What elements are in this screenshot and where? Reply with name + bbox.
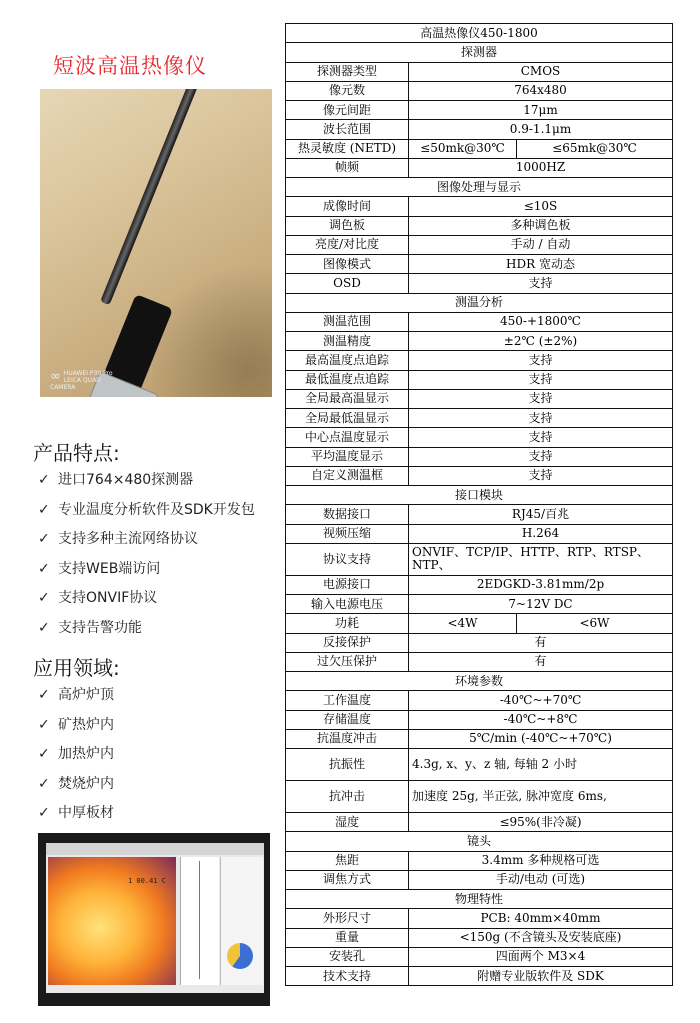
section-physical-cell: 物理特性 xyxy=(286,890,673,909)
spec-value: H.264 xyxy=(409,524,673,543)
list-item-text: 进口764×480探测器 xyxy=(58,472,194,488)
spec-row xyxy=(286,62,673,81)
spec-value: 支持 xyxy=(409,428,673,447)
spec-value: PCB: 40mm×40mm xyxy=(409,909,673,928)
spec-row xyxy=(286,909,673,928)
list-item-text: 矿热炉内 xyxy=(58,716,114,733)
spec-label: 过欠压保护 xyxy=(286,652,409,671)
spec-value: 四面两个 M3×4 xyxy=(409,947,673,966)
spec-label: 热灵敏度 (NETD) xyxy=(286,139,409,158)
spec-label: 安装孔 xyxy=(286,947,409,966)
spec-row xyxy=(286,524,673,543)
spec-label: 最高温度点追踪 xyxy=(286,351,409,370)
product-photo xyxy=(40,89,272,397)
check-icon: ✓ xyxy=(38,472,50,488)
spec-row xyxy=(286,813,673,832)
spec-value: 手动/电动 (可选) xyxy=(409,870,673,889)
spec-label: 最低温度点追踪 xyxy=(286,370,409,389)
spec-value: 2EDGKD-3.81mm/2p xyxy=(409,575,673,594)
product-title: 短波高温热像仪 xyxy=(53,54,207,78)
spec-row xyxy=(286,633,673,652)
spec-label: 像元数 xyxy=(286,81,409,100)
list-item xyxy=(38,685,114,715)
features-list xyxy=(38,470,255,648)
check-icon: ✓ xyxy=(38,590,50,607)
temperature-graph xyxy=(180,857,219,985)
temperature-stamp: 1 00.41 C xyxy=(128,877,166,885)
spec-label: 技术支持 xyxy=(286,967,409,986)
spec-row xyxy=(286,428,673,447)
spec-label: 工作温度 xyxy=(286,691,409,710)
spec-label: 调焦方式 xyxy=(286,870,409,889)
check-icon: ✓ xyxy=(38,687,50,703)
spec-table xyxy=(285,23,673,986)
spec-value: 4.3g, x、y、z 轴, 每轴 2 小时 xyxy=(409,749,673,781)
spec-label: 探测器类型 xyxy=(286,62,409,81)
spec-label: 焦距 xyxy=(286,851,409,870)
spec-row xyxy=(286,543,673,575)
spec-value: 支持 xyxy=(409,409,673,428)
list-item-text: 专业温度分析软件及SDK开发包 xyxy=(58,501,255,518)
spec-row xyxy=(286,749,673,781)
spec-row xyxy=(286,505,673,524)
spec-label: 全局最低温显示 xyxy=(286,409,409,428)
spec-label: 自定义测温框 xyxy=(286,466,409,485)
spec-row xyxy=(286,274,673,293)
spec-value: 支持 xyxy=(409,351,673,370)
section-env xyxy=(286,672,673,691)
section-lens xyxy=(286,832,673,851)
spec-row xyxy=(286,351,673,370)
spec-row xyxy=(286,235,673,254)
spec-label: 数据接口 xyxy=(286,505,409,524)
spec-row xyxy=(286,81,673,100)
spec-row xyxy=(286,332,673,351)
spec-row xyxy=(286,409,673,428)
spec-value: RJ45/百兆 xyxy=(409,505,673,524)
spec-row xyxy=(286,967,673,986)
spec-value: ≤10S xyxy=(409,197,673,216)
spec-label: 调色板 xyxy=(286,216,409,235)
check-icon: ✓ xyxy=(38,619,50,636)
check-icon: ✓ xyxy=(38,746,50,763)
side-panel xyxy=(220,857,263,985)
spec-label: 测温精度 xyxy=(286,332,409,351)
list-item xyxy=(38,500,255,530)
spec-value: 有 xyxy=(409,633,673,652)
section-interface-cell: 接口模块 xyxy=(286,486,673,505)
spec-label: 重量 xyxy=(286,928,409,947)
spec-label: 全局最高温显示 xyxy=(286,389,409,408)
list-item xyxy=(38,803,114,833)
spec-row xyxy=(286,928,673,947)
spec-row xyxy=(286,158,673,177)
spec-label: 图像模式 xyxy=(286,255,409,274)
spec-value: 加速度 25g, 半正弦, 脉冲宽度 6ms, xyxy=(409,781,673,813)
spec-row xyxy=(286,120,673,139)
spec-label: 外形尺寸 xyxy=(286,909,409,928)
spec-label: 存储温度 xyxy=(286,710,409,729)
spec-row xyxy=(286,216,673,235)
software-window xyxy=(46,843,264,993)
pie-chart-icon xyxy=(227,943,253,969)
list-item xyxy=(38,618,255,648)
list-item-text: 高炉炉顶 xyxy=(58,687,114,703)
spec-value: 0.9-1.1μm xyxy=(409,120,673,139)
window-toolbar xyxy=(46,843,264,855)
spec-label: OSD xyxy=(286,274,409,293)
section-detector xyxy=(286,43,673,62)
spec-value-b: <6W xyxy=(517,614,673,633)
section-measure xyxy=(286,293,673,312)
spec-row xyxy=(286,101,673,120)
check-icon: ✓ xyxy=(38,501,50,518)
spec-row xyxy=(286,870,673,889)
list-item xyxy=(38,588,255,618)
spec-value: -40℃~+70℃ xyxy=(409,691,673,710)
spec-value: HDR 宽动态 xyxy=(409,255,673,274)
spec-row xyxy=(286,652,673,671)
spec-value: 支持 xyxy=(409,466,673,485)
list-item-text: 支持WEB端访问 xyxy=(58,560,161,577)
spec-row xyxy=(286,447,673,466)
spec-row xyxy=(286,710,673,729)
watermark-line2: LEICA QUAD CAMERA xyxy=(50,377,101,391)
spec-label: 输入电源电压 xyxy=(286,595,409,614)
spec-value: 5℃/min (-40℃~+70℃) xyxy=(409,729,673,748)
spec-value: 17μm xyxy=(409,101,673,120)
thermal-image xyxy=(48,857,176,985)
spec-value: 764x480 xyxy=(409,81,673,100)
spec-label: 协议支持 xyxy=(286,543,409,575)
spec-value: 支持 xyxy=(409,370,673,389)
spec-row xyxy=(286,614,673,633)
spec-row xyxy=(286,312,673,331)
section-measure-cell: 测温分析 xyxy=(286,293,673,312)
spec-row xyxy=(286,729,673,748)
spec-label: 像元间距 xyxy=(286,101,409,120)
spec-label: 电源接口 xyxy=(286,575,409,594)
spec-row xyxy=(286,255,673,274)
spec-label: 抗振性 xyxy=(286,749,409,781)
spec-title-cell: 高温热像仪450-1800 xyxy=(286,24,673,43)
applications-heading: 应用领域: xyxy=(33,656,120,680)
section-detector-cell: 探测器 xyxy=(286,43,673,62)
list-item-text: 中厚板材 xyxy=(58,805,114,822)
spec-label: 波长范围 xyxy=(286,120,409,139)
section-image-cell: 图像处理与显示 xyxy=(286,178,673,197)
spec-row xyxy=(286,139,673,158)
list-item-text: 焚烧炉内 xyxy=(58,775,114,792)
spec-value: ±2℃ (±2%) xyxy=(409,332,673,351)
spec-label: 中心点温度显示 xyxy=(286,428,409,447)
spec-value: 7~12V DC xyxy=(409,595,673,614)
spec-value: 支持 xyxy=(409,389,673,408)
spec-label: 功耗 xyxy=(286,614,409,633)
spec-label: 抗冲击 xyxy=(286,781,409,813)
list-item xyxy=(38,774,114,804)
spec-label: 亮度/对比度 xyxy=(286,235,409,254)
features-heading: 产品特点: xyxy=(33,441,120,465)
photo-watermark xyxy=(50,370,114,391)
check-icon: ✓ xyxy=(38,716,50,733)
watermark-line1: HUAWEI P30 Pro xyxy=(63,370,113,377)
spec-value: 多种调色板 xyxy=(409,216,673,235)
section-physical xyxy=(286,890,673,909)
check-icon: ✓ xyxy=(38,805,50,822)
list-item xyxy=(38,470,255,500)
list-item-text: 支持告警功能 xyxy=(58,619,142,636)
spec-label: 抗温度冲击 xyxy=(286,729,409,748)
infinity-logo-icon: ∞ xyxy=(50,369,61,384)
check-icon: ✓ xyxy=(38,775,50,792)
list-item-text: 支持多种主流网络协议 xyxy=(58,531,198,548)
spec-row xyxy=(286,947,673,966)
section-lens-cell: 镜头 xyxy=(286,832,673,851)
spec-value: 支持 xyxy=(409,447,673,466)
spec-value: 1000HZ xyxy=(409,158,673,177)
spec-label: 平均温度显示 xyxy=(286,447,409,466)
spec-value: 手动 / 自动 xyxy=(409,235,673,254)
software-screenshot xyxy=(38,833,270,1006)
check-icon: ✓ xyxy=(38,560,50,577)
list-item xyxy=(38,715,114,745)
spec-row xyxy=(286,197,673,216)
spec-value: 3.4mm 多种规格可选 xyxy=(409,851,673,870)
spec-label: 视频压缩 xyxy=(286,524,409,543)
spec-value: CMOS xyxy=(409,62,673,81)
list-item xyxy=(38,559,255,589)
spec-value-a: ≤50mk@30℃ xyxy=(409,139,517,158)
spec-value: 支持 xyxy=(409,274,673,293)
list-item xyxy=(38,529,255,559)
spec-value: <150g (不含镜头及安装底座) xyxy=(409,928,673,947)
spec-row xyxy=(286,851,673,870)
spec-label: 反接保护 xyxy=(286,633,409,652)
spec-row xyxy=(286,389,673,408)
spec-row xyxy=(286,575,673,594)
spec-title xyxy=(286,24,673,43)
spec-row xyxy=(286,781,673,813)
spec-value-a: <4W xyxy=(409,614,517,633)
section-image xyxy=(286,178,673,197)
spec-row xyxy=(286,691,673,710)
spec-row xyxy=(286,595,673,614)
list-item xyxy=(38,744,114,774)
list-item-text: 加热炉内 xyxy=(58,746,114,763)
spec-label: 帧频 xyxy=(286,158,409,177)
spec-value: 有 xyxy=(409,652,673,671)
check-icon: ✓ xyxy=(38,531,50,548)
spec-row xyxy=(286,466,673,485)
spec-label: 成像时间 xyxy=(286,197,409,216)
list-item-text: 支持ONVIF协议 xyxy=(58,590,158,607)
spec-value-b: ≤65mk@30℃ xyxy=(517,139,673,158)
photo-shadow xyxy=(152,257,272,397)
spec-value: 附赠专业版软件及 SDK xyxy=(409,967,673,986)
section-interface xyxy=(286,486,673,505)
spec-value: ONVIF、TCP/IP、HTTP、RTP、RTSP、NTP、 xyxy=(409,543,673,575)
spec-value: -40℃~+8℃ xyxy=(409,710,673,729)
spec-label: 湿度 xyxy=(286,813,409,832)
spec-value: ≤95%(非冷凝) xyxy=(409,813,673,832)
spec-label: 测温范围 xyxy=(286,312,409,331)
applications-list xyxy=(38,685,114,833)
section-env-cell: 环境参数 xyxy=(286,672,673,691)
spec-row xyxy=(286,370,673,389)
spec-value: 450-+1800℃ xyxy=(409,312,673,331)
